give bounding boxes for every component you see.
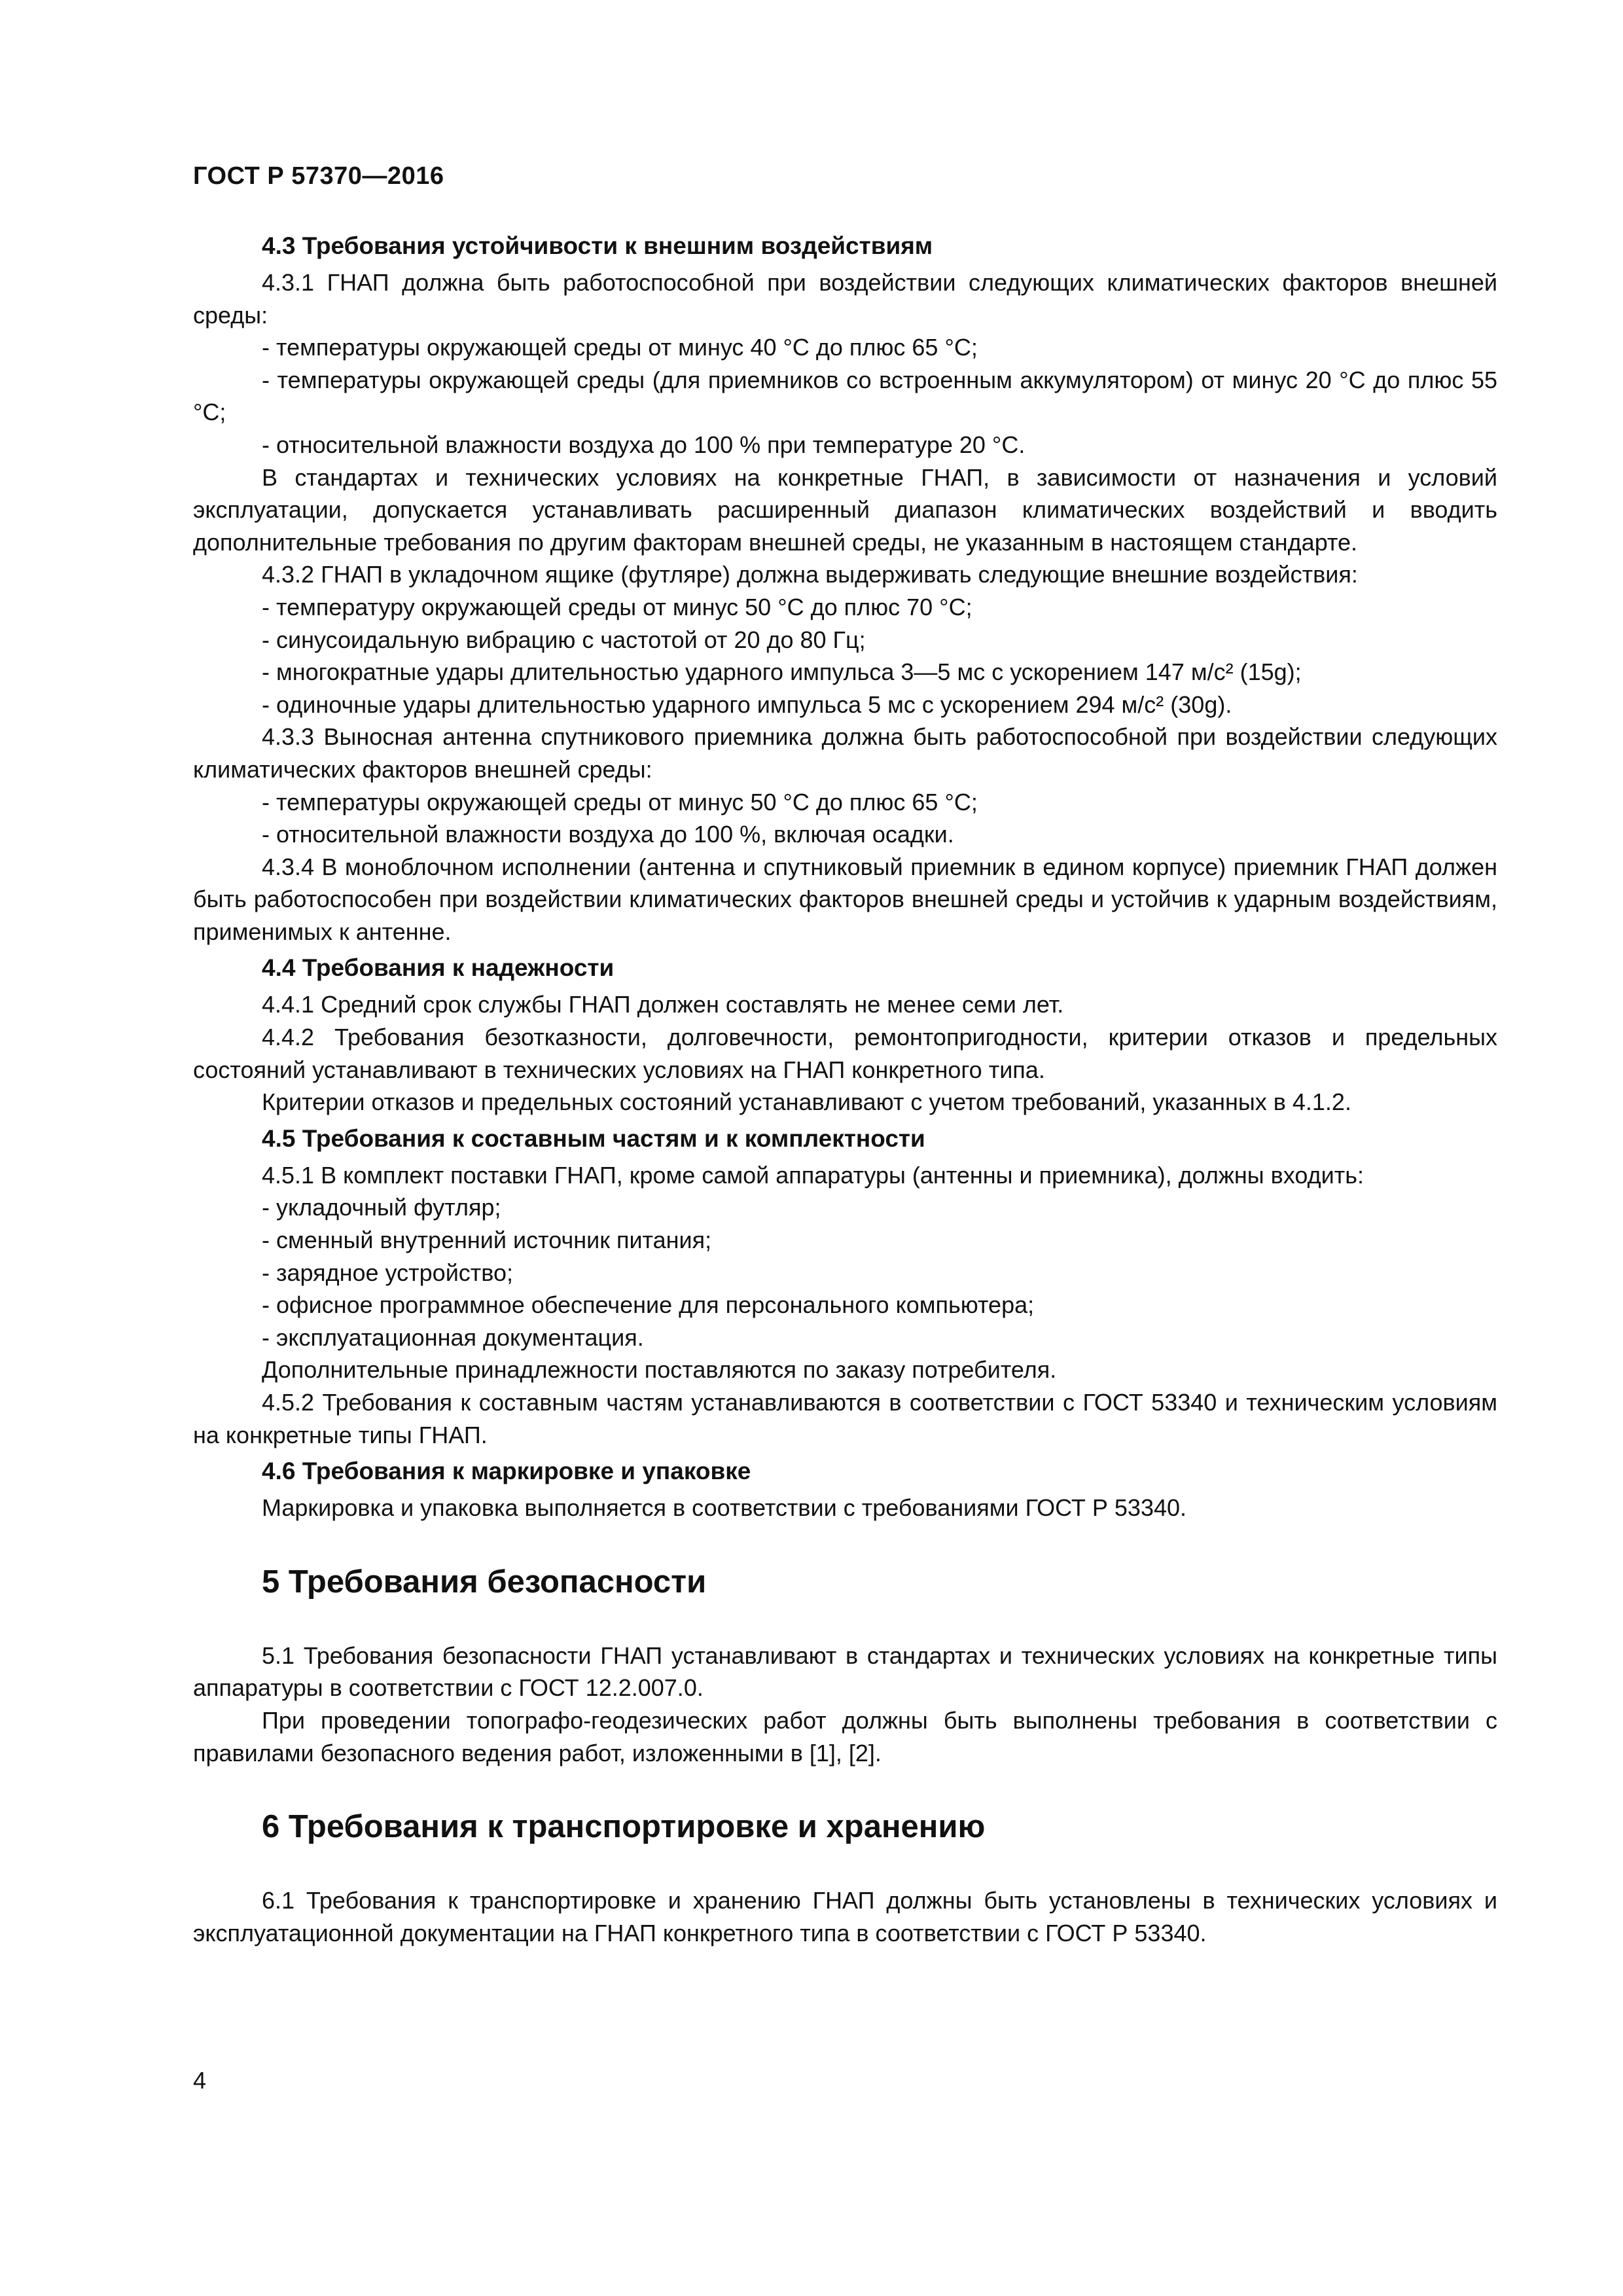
paragraph-4-5-1-note: Дополнительные принадлежности поставляются по заказу потребителя. (262, 1356, 1057, 1384)
paragraph-5-1: 5.1 Требования безопасности ГНАП устанавливают в стандартах и технических условиях на конкретные типы аппаратуры в соответствии с ГОСТ 12.2.007.0. (193, 1641, 1497, 1702)
paragraph-4-5-2: 4.5.2 Требования к составным частям устанавливаются в соответствии с ГОСТ 53340 и техническим условиям на конкретные типы ГНАП. (193, 1389, 1497, 1448)
page-number: 4 (193, 2067, 207, 2094)
list-item: - укладочный футляр; (262, 1194, 501, 1221)
list-item: - температуры окружающей среды от минус 40 °С до плюс 65 °С; (262, 334, 978, 361)
paragraph-5-1-note: При проведении топографо-геодезических работ должны быть выполнены требования в соответствии с правилами безопасного ведения работ, изложенными в [1], [2]. (193, 1706, 1497, 1767)
section-4-5-heading: 4.5 Требования к составным частям и к комплектности (262, 1124, 925, 1152)
paragraph-4-3-4: 4.3.4 В моноблочном исполнении (антенна и спутниковый приемник в едином корпусе) приемник ГНАП должен быть работоспособен при воздействии климатических факторов внешней среды и устойчив к ударным воздействиям, применимых к антенне. (193, 853, 1497, 945)
list-item: - температуры окружающей среды (для приемников со встроенным аккумулятором) от минус 20 °С до плюс 55 °С; (193, 366, 1497, 426)
list-item: - зарядное устройство; (262, 1259, 514, 1286)
paragraph-4-3-1: 4.3.1 ГНАП должна быть работоспособной при воздействии следующих климатических факторов внешней среды: (193, 269, 1497, 329)
list-item: - эксплуатационная документация. (262, 1323, 644, 1351)
section-5-heading: 5 Требования безопасности (262, 1564, 707, 1600)
paragraph-4-4-2: 4.4.2 Требования безотказности, долговечности, ремонтопригодности, критерии отказов и предельных состояний устанавливают в технических условиях на ГНАП конкретного типа. (193, 1024, 1497, 1083)
list-item: - температуру окружающей среды от минус 50 °С до плюс 70 °С; (262, 593, 972, 620)
paragraph-4-3-1-note: В стандартах и технических условиях на конкретные ГНАП, в зависимости от назначения и условий эксплуатации, допускается устанавливать расширенный диапазон климатических воздействий и вводить дополнительные требования по другим факторам внешней среды, не указанным в настоящем стандарте. (193, 463, 1497, 556)
section-4-6-heading: 4.6 Требования к маркировке и упаковке (262, 1458, 751, 1485)
document-id-header: ГОСТ Р 57370—2016 (193, 162, 444, 190)
paragraph-4-4-2-note: Критерии отказов и предельных состояний устанавливают с учетом требований, указанных в 4.1.2. (262, 1088, 1351, 1116)
list-item: - офисное программное обеспечение для персонального компьютера; (262, 1291, 1035, 1319)
paragraph-4-3-3: 4.3.3 Выносная антенна спутникового приемника должна быть работоспособной при воздействии следующих климатических факторов внешней среды: (193, 723, 1497, 783)
section-4-3-heading: 4.3 Требования устойчивости к внешним воздействиям (262, 232, 933, 259)
paragraph-4-6: Маркировка и упаковка выполняется в соответствии с требованиями ГОСТ Р 53340. (262, 1494, 1187, 1522)
paragraph-4-5-1: 4.5.1 В комплект поставки ГНАП, кроме самой аппаратуры (антенны и приемника), должны входить: (262, 1161, 1364, 1189)
list-item: - температуры окружающей среды от минус 50 °С до плюс 65 °С; (262, 788, 978, 816)
paragraph-6-1: 6.1 Требования к транспортировке и хранению ГНАП должны быть установлены в технических условиях и эксплуатационной документации на ГНАП конкретного типа в соответствии с ГОСТ Р 53340. (193, 1887, 1497, 1946)
list-item: - относительной влажности воздуха до 100 %, включая осадки. (262, 821, 954, 848)
paragraph-4-3-2: 4.3.2 ГНАП в укладочном ящике (футляре) должна выдерживать следующие внешние воздействия: (262, 561, 1358, 588)
list-item: - многократные удары длительностью ударного импульса 3—5 мс с ускорением 147 м/с² (15g); (262, 658, 1302, 686)
document-body (193, 226, 1497, 1949)
section-4-4-heading: 4.4 Требования к надежности (262, 954, 615, 982)
paragraph-4-4-1: 4.4.1 Средний срок службы ГНАП должен составлять не менее семи лет. (262, 991, 1064, 1018)
list-item: - синусоидальную вибрацию с частотой от 20 до 80 Гц; (262, 626, 866, 653)
section-6-heading: 6 Требования к транспортировке и хранению (262, 1809, 986, 1845)
list-item: - сменный внутренний источник питания; (262, 1227, 712, 1254)
list-item: - относительной влажности воздуха до 100 % при температуре 20 °С. (262, 431, 1026, 458)
list-item: - одиночные удары длительностью ударного импульса 5 мс с ускорением 294 м/с² (30g). (262, 691, 1232, 718)
